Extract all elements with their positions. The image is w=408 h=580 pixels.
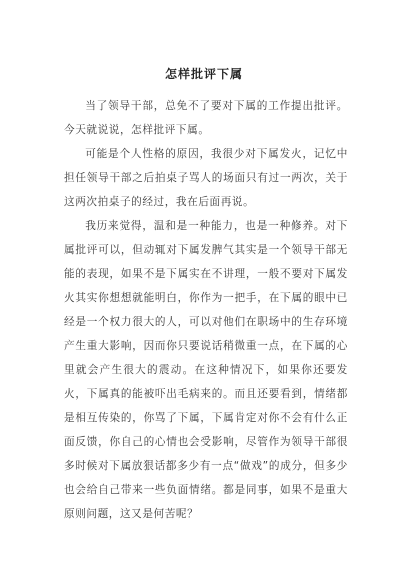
- paragraph-2: 可能是个人性格的原因，我很少对下属发火，记忆中担任领导干部之后拍桌子骂人的场面只有过一两次，关于这两次拍桌子的经过，我在后面再说。: [64, 148, 348, 208]
- paragraph-3: 我历来觉得，温和是一种能力，也是一种修养。对下属批评可以，但动辄对下属发脾气其实是一个领导干部无能的表现，如果不是下属实在不讲理，一般不要对下属发火其实你想想就能明白，你作为一把手，在下属的眼中已经是一个权力很大的人，可以对他们在职场中的生存环境产生重大影响，因而你只要说话稍微重一点，在下属的心里就会产生很大的震动。在这种情况下，如果你还要发火，下属真的能被吓出毛病来的。而且还要看到，情绪都是相互传染的，你骂了下属，下属肯定对你不会有什么正面反馈，你自己的心情也会受影响，尽管作为领导干部很多时候对下属放狠话都多少有一点“做戏”的成分，但多少也会给自己带来一些负面情绪。都是同事，如果不是重大原则问题，这又是何苦呢？: [64, 220, 348, 520]
- document-title: 怎样批评下属: [164, 67, 243, 81]
- paragraph-1: 当了领导干部，总免不了要对下属的工作提出批评。今天就说说，怎样批评下属。: [64, 100, 348, 136]
